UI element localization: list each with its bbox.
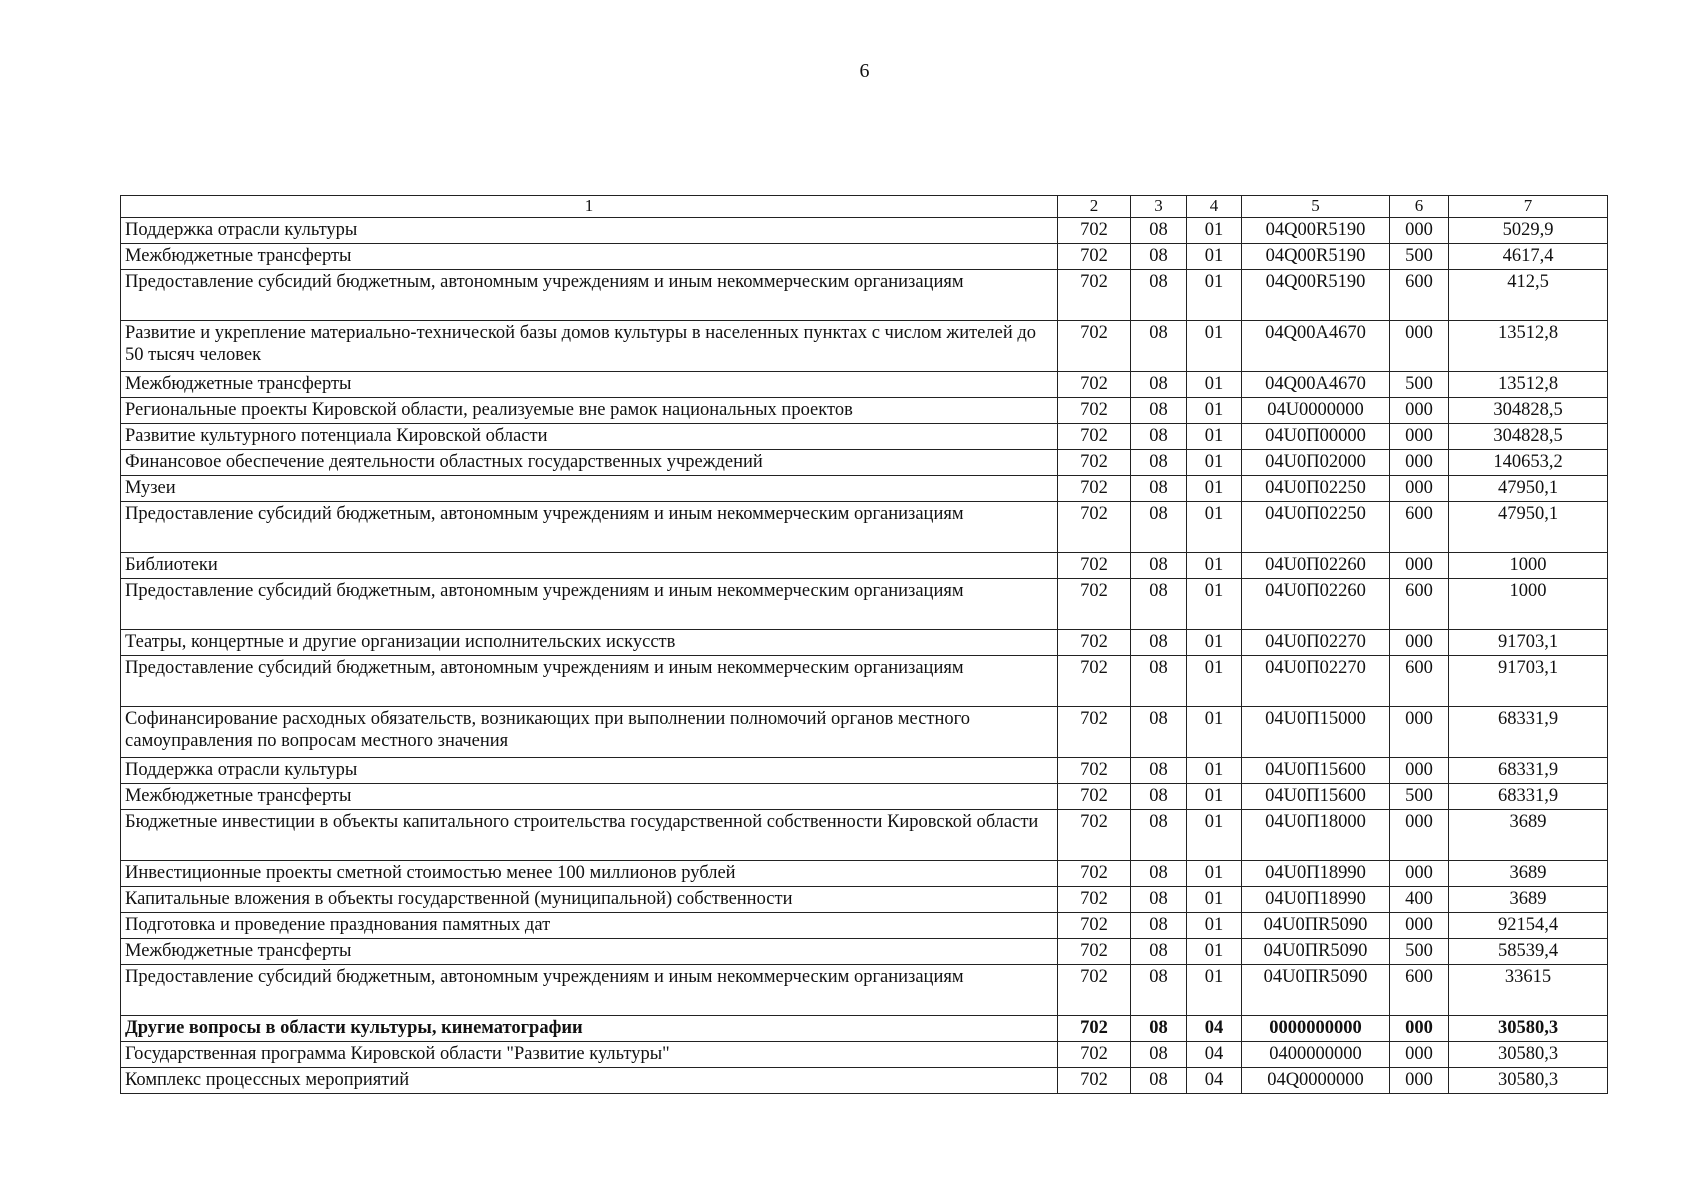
row-name-cell: Капитальные вложения в объекты государственной (муниципальной) собственности [121, 887, 1058, 913]
row-section-cell: 08 [1131, 579, 1187, 630]
column-header: 3 [1131, 196, 1187, 218]
row-type-cell: 000 [1390, 810, 1449, 861]
row-type-cell: 000 [1390, 1068, 1449, 1094]
row-amount-cell: 92154,4 [1449, 913, 1608, 939]
table-body [121, 218, 1608, 1094]
row-code-cell: 702 [1058, 810, 1131, 861]
row-name-cell: Межбюджетные трансферты [121, 939, 1058, 965]
budget-table [120, 195, 1608, 1094]
row-target-cell: 04Q00A4670 [1242, 321, 1390, 372]
row-name-cell: Предоставление субсидий бюджетным, автономным учреждениям и иным некоммерческим организациям [121, 502, 1058, 553]
row-code-cell: 702 [1058, 965, 1131, 1016]
row-name-cell: Инвестиционные проекты сметной стоимостью менее 100 миллионов рублей [121, 861, 1058, 887]
row-subsection-cell: 01 [1187, 553, 1242, 579]
row-type-cell: 600 [1390, 656, 1449, 707]
row-subsection-cell: 01 [1187, 502, 1242, 553]
row-amount-cell: 304828,5 [1449, 398, 1608, 424]
row-name-cell: Театры, концертные и другие организации исполнительских искусств [121, 630, 1058, 656]
table-row [121, 218, 1608, 244]
row-name-cell: Подготовка и проведение празднования памятных дат [121, 913, 1058, 939]
row-section-cell: 08 [1131, 810, 1187, 861]
row-subsection-cell: 01 [1187, 630, 1242, 656]
row-section-cell: 08 [1131, 424, 1187, 450]
row-target-cell: 04U0П00000 [1242, 424, 1390, 450]
row-target-cell: 04U0П02260 [1242, 579, 1390, 630]
row-target-cell: 04U0П15600 [1242, 784, 1390, 810]
row-target-cell: 04Q00R5190 [1242, 270, 1390, 321]
row-subsection-cell: 01 [1187, 913, 1242, 939]
row-amount-cell: 47950,1 [1449, 476, 1608, 502]
row-target-cell: 04Q0000000 [1242, 1068, 1390, 1094]
row-name-cell: Межбюджетные трансферты [121, 784, 1058, 810]
row-target-cell: 04U0П02250 [1242, 476, 1390, 502]
row-target-cell: 04U0П02260 [1242, 553, 1390, 579]
table-header-row [121, 196, 1608, 218]
row-target-cell: 04U0ПR5090 [1242, 913, 1390, 939]
row-section-cell: 08 [1131, 244, 1187, 270]
row-target-cell: 04U0П02000 [1242, 450, 1390, 476]
row-code-cell: 702 [1058, 1068, 1131, 1094]
row-target-cell: 04Q00R5190 [1242, 244, 1390, 270]
table-row [121, 553, 1608, 579]
row-subsection-cell: 01 [1187, 784, 1242, 810]
row-name-cell: Другие вопросы в области культуры, кинематографии [121, 1016, 1058, 1042]
row-section-cell: 08 [1131, 1042, 1187, 1068]
row-target-cell: 04U0П02250 [1242, 502, 1390, 553]
table-row [121, 1068, 1608, 1094]
table-row [121, 758, 1608, 784]
row-name-cell: Софинансирование расходных обязательств, возникающих при выполнении полномочий органов местного самоуправления по вопросам местного значения [121, 707, 1058, 758]
row-subsection-cell: 01 [1187, 887, 1242, 913]
row-target-cell: 04U0П18990 [1242, 861, 1390, 887]
row-type-cell: 000 [1390, 913, 1449, 939]
row-section-cell: 08 [1131, 218, 1187, 244]
row-target-cell: 04U0П02270 [1242, 630, 1390, 656]
row-code-cell: 702 [1058, 1042, 1131, 1068]
row-type-cell: 000 [1390, 321, 1449, 372]
row-code-cell: 702 [1058, 656, 1131, 707]
table-row [121, 476, 1608, 502]
row-subsection-cell: 01 [1187, 321, 1242, 372]
row-amount-cell: 91703,1 [1449, 656, 1608, 707]
row-amount-cell: 412,5 [1449, 270, 1608, 321]
row-type-cell: 000 [1390, 450, 1449, 476]
row-code-cell: 702 [1058, 218, 1131, 244]
row-target-cell: 04U0ПR5090 [1242, 965, 1390, 1016]
row-type-cell: 600 [1390, 579, 1449, 630]
table-row [121, 579, 1608, 630]
row-type-cell: 000 [1390, 424, 1449, 450]
row-type-cell: 000 [1390, 758, 1449, 784]
row-code-cell: 702 [1058, 784, 1131, 810]
row-section-cell: 08 [1131, 758, 1187, 784]
row-code-cell: 702 [1058, 887, 1131, 913]
row-subsection-cell: 01 [1187, 579, 1242, 630]
row-section-cell: 08 [1131, 861, 1187, 887]
row-type-cell: 000 [1390, 630, 1449, 656]
row-amount-cell: 33615 [1449, 965, 1608, 1016]
row-type-cell: 000 [1390, 553, 1449, 579]
row-name-cell: Государственная программа Кировской области "Развитие культуры" [121, 1042, 1058, 1068]
table-row [121, 939, 1608, 965]
row-subsection-cell: 04 [1187, 1016, 1242, 1042]
row-subsection-cell: 01 [1187, 476, 1242, 502]
table-row [121, 1042, 1608, 1068]
table-row [121, 784, 1608, 810]
row-name-cell: Межбюджетные трансферты [121, 244, 1058, 270]
row-amount-cell: 13512,8 [1449, 321, 1608, 372]
column-header: 4 [1187, 196, 1242, 218]
column-header: 5 [1242, 196, 1390, 218]
table-row [121, 965, 1608, 1016]
row-name-cell: Поддержка отрасли культуры [121, 218, 1058, 244]
row-name-cell: Поддержка отрасли культуры [121, 758, 1058, 784]
row-name-cell: Межбюджетные трансферты [121, 372, 1058, 398]
row-amount-cell: 4617,4 [1449, 244, 1608, 270]
row-target-cell: 04U0ПR5090 [1242, 939, 1390, 965]
row-name-cell: Предоставление субсидий бюджетным, автономным учреждениям и иным некоммерческим организациям [121, 270, 1058, 321]
row-name-cell: Предоставление субсидий бюджетным, автономным учреждениям и иным некоммерческим организациям [121, 579, 1058, 630]
table-row [121, 707, 1608, 758]
row-code-cell: 702 [1058, 553, 1131, 579]
row-code-cell: 702 [1058, 450, 1131, 476]
row-subsection-cell: 01 [1187, 218, 1242, 244]
row-target-cell: 0000000000 [1242, 1016, 1390, 1042]
row-subsection-cell: 01 [1187, 398, 1242, 424]
row-target-cell: 04U0П02270 [1242, 656, 1390, 707]
row-type-cell: 500 [1390, 372, 1449, 398]
table-row [121, 372, 1608, 398]
row-subsection-cell: 01 [1187, 424, 1242, 450]
row-amount-cell: 58539,4 [1449, 939, 1608, 965]
row-target-cell: 04U0П18000 [1242, 810, 1390, 861]
row-section-cell: 08 [1131, 372, 1187, 398]
row-name-cell: Финансовое обеспечение деятельности областных государственных учреждений [121, 450, 1058, 476]
row-amount-cell: 3689 [1449, 887, 1608, 913]
row-type-cell: 500 [1390, 244, 1449, 270]
page-number: 6 [859, 60, 870, 82]
row-name-cell: Музеи [121, 476, 1058, 502]
row-subsection-cell: 01 [1187, 965, 1242, 1016]
column-header: 1 [121, 196, 1058, 218]
row-amount-cell: 13512,8 [1449, 372, 1608, 398]
row-section-cell: 08 [1131, 321, 1187, 372]
row-section-cell: 08 [1131, 270, 1187, 321]
row-code-cell: 702 [1058, 502, 1131, 553]
table-row [121, 270, 1608, 321]
row-section-cell: 08 [1131, 630, 1187, 656]
row-target-cell: 04Q00R5190 [1242, 218, 1390, 244]
row-type-cell: 000 [1390, 476, 1449, 502]
row-code-cell: 702 [1058, 244, 1131, 270]
row-type-cell: 000 [1390, 398, 1449, 424]
row-code-cell: 702 [1058, 707, 1131, 758]
table-row [121, 244, 1608, 270]
row-subsection-cell: 01 [1187, 270, 1242, 321]
row-amount-cell: 30580,3 [1449, 1016, 1608, 1042]
column-header: 6 [1390, 196, 1449, 218]
row-amount-cell: 30580,3 [1449, 1068, 1608, 1094]
row-section-cell: 08 [1131, 913, 1187, 939]
row-section-cell: 08 [1131, 398, 1187, 424]
row-target-cell: 04U0П18990 [1242, 887, 1390, 913]
table-row [121, 887, 1608, 913]
row-code-cell: 702 [1058, 579, 1131, 630]
row-subsection-cell: 04 [1187, 1068, 1242, 1094]
row-amount-cell: 3689 [1449, 861, 1608, 887]
row-subsection-cell: 01 [1187, 810, 1242, 861]
row-code-cell: 702 [1058, 398, 1131, 424]
row-target-cell: 04Q00A4670 [1242, 372, 1390, 398]
row-amount-cell: 140653,2 [1449, 450, 1608, 476]
row-code-cell: 702 [1058, 476, 1131, 502]
column-header: 2 [1058, 196, 1131, 218]
row-type-cell: 500 [1390, 784, 1449, 810]
row-type-cell: 000 [1390, 707, 1449, 758]
row-amount-cell: 68331,9 [1449, 758, 1608, 784]
row-target-cell: 0400000000 [1242, 1042, 1390, 1068]
row-section-cell: 08 [1131, 887, 1187, 913]
row-code-cell: 702 [1058, 321, 1131, 372]
row-amount-cell: 68331,9 [1449, 784, 1608, 810]
row-section-cell: 08 [1131, 939, 1187, 965]
row-section-cell: 08 [1131, 502, 1187, 553]
row-type-cell: 000 [1390, 218, 1449, 244]
column-header: 7 [1449, 196, 1608, 218]
row-amount-cell: 3689 [1449, 810, 1608, 861]
row-section-cell: 08 [1131, 707, 1187, 758]
row-section-cell: 08 [1131, 1068, 1187, 1094]
row-subsection-cell: 01 [1187, 656, 1242, 707]
row-subsection-cell: 01 [1187, 244, 1242, 270]
row-type-cell: 400 [1390, 887, 1449, 913]
table-row [121, 502, 1608, 553]
row-amount-cell: 47950,1 [1449, 502, 1608, 553]
row-name-cell: Региональные проекты Кировской области, реализуемые вне рамок национальных проектов [121, 398, 1058, 424]
table-row [121, 398, 1608, 424]
table-row [121, 656, 1608, 707]
row-amount-cell: 91703,1 [1449, 630, 1608, 656]
row-name-cell: Развитие культурного потенциала Кировской области [121, 424, 1058, 450]
row-subsection-cell: 01 [1187, 861, 1242, 887]
row-amount-cell: 30580,3 [1449, 1042, 1608, 1068]
row-type-cell: 500 [1390, 939, 1449, 965]
row-amount-cell: 5029,9 [1449, 218, 1608, 244]
row-name-cell: Предоставление субсидий бюджетным, автономным учреждениям и иным некоммерческим организациям [121, 656, 1058, 707]
row-section-cell: 08 [1131, 784, 1187, 810]
row-code-cell: 702 [1058, 758, 1131, 784]
row-amount-cell: 68331,9 [1449, 707, 1608, 758]
row-section-cell: 08 [1131, 450, 1187, 476]
table-row [121, 321, 1608, 372]
row-amount-cell: 304828,5 [1449, 424, 1608, 450]
row-name-cell: Бюджетные инвестиции в объекты капитального строительства государственной собственности Кировской области [121, 810, 1058, 861]
row-name-cell: Развитие и укрепление материально-технической базы домов культуры в населенных пунктах с числом жителей до 50 тысяч человек [121, 321, 1058, 372]
row-name-cell: Библиотеки [121, 553, 1058, 579]
row-section-cell: 08 [1131, 553, 1187, 579]
table-row [121, 913, 1608, 939]
table-row [121, 424, 1608, 450]
row-section-cell: 08 [1131, 476, 1187, 502]
row-subsection-cell: 01 [1187, 939, 1242, 965]
table-row [121, 450, 1608, 476]
row-type-cell: 600 [1390, 965, 1449, 1016]
row-section-cell: 08 [1131, 965, 1187, 1016]
row-amount-cell: 1000 [1449, 579, 1608, 630]
row-code-cell: 702 [1058, 372, 1131, 398]
table-row [121, 810, 1608, 861]
row-code-cell: 702 [1058, 913, 1131, 939]
row-code-cell: 702 [1058, 1016, 1131, 1042]
row-subsection-cell: 01 [1187, 707, 1242, 758]
row-subsection-cell: 01 [1187, 450, 1242, 476]
row-type-cell: 000 [1390, 1016, 1449, 1042]
row-code-cell: 702 [1058, 861, 1131, 887]
row-code-cell: 702 [1058, 424, 1131, 450]
table-row [121, 1016, 1608, 1042]
row-target-cell: 04U0П15000 [1242, 707, 1390, 758]
row-code-cell: 702 [1058, 939, 1131, 965]
row-type-cell: 600 [1390, 502, 1449, 553]
row-target-cell: 04U0П15600 [1242, 758, 1390, 784]
row-type-cell: 000 [1390, 861, 1449, 887]
row-code-cell: 702 [1058, 630, 1131, 656]
row-subsection-cell: 04 [1187, 1042, 1242, 1068]
row-type-cell: 000 [1390, 1042, 1449, 1068]
row-code-cell: 702 [1058, 270, 1131, 321]
table-row [121, 630, 1608, 656]
row-amount-cell: 1000 [1449, 553, 1608, 579]
table-row [121, 861, 1608, 887]
row-target-cell: 04U0000000 [1242, 398, 1390, 424]
row-subsection-cell: 01 [1187, 372, 1242, 398]
row-section-cell: 08 [1131, 656, 1187, 707]
row-section-cell: 08 [1131, 1016, 1187, 1042]
row-subsection-cell: 01 [1187, 758, 1242, 784]
row-type-cell: 600 [1390, 270, 1449, 321]
row-name-cell: Комплекс процессных мероприятий [121, 1068, 1058, 1094]
row-name-cell: Предоставление субсидий бюджетным, автономным учреждениям и иным некоммерческим организациям [121, 965, 1058, 1016]
